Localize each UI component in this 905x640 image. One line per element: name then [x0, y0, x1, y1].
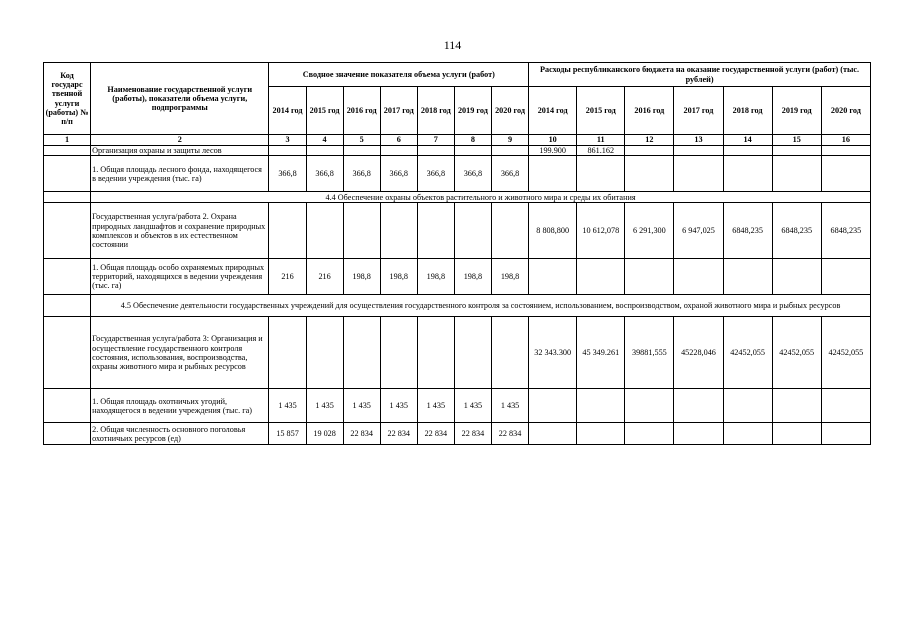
header-year: 2017 год — [380, 87, 417, 135]
budget-cell — [529, 156, 577, 192]
budget-cell: 6848,235 — [772, 203, 821, 259]
budget-cell — [772, 146, 821, 156]
budget-cell: 45228,046 — [674, 317, 723, 389]
header-budget-year: 2016 год — [625, 87, 674, 135]
header-budget-year: 2014 год — [529, 87, 577, 135]
volume-cell: 366,8 — [417, 156, 454, 192]
budget-cell — [529, 389, 577, 423]
volume-cell — [306, 146, 343, 156]
volume-cell: 22 834 — [417, 423, 454, 445]
volume-cell: 198,8 — [417, 259, 454, 295]
header-budget-year: 2020 год — [821, 87, 870, 135]
column-number: 16 — [821, 135, 870, 146]
header-budget-year: 2019 год — [772, 87, 821, 135]
volume-cell — [491, 146, 528, 156]
budget-cell — [625, 156, 674, 192]
volume-cell — [454, 146, 491, 156]
header-volume-group: Сводное значение показателя объема услуги (работ) — [269, 63, 529, 87]
header-year: 2014 год — [269, 87, 306, 135]
budget-cell — [723, 156, 772, 192]
budget-cell — [772, 259, 821, 295]
column-number: 7 — [417, 135, 454, 146]
volume-cell: 198,8 — [380, 259, 417, 295]
budget-table — [43, 62, 871, 445]
row-name: Организация охраны и защиты лесов — [91, 146, 269, 156]
budget-cell — [529, 259, 577, 295]
volume-cell: 366,8 — [343, 156, 380, 192]
header-year: 2018 год — [417, 87, 454, 135]
row-name: 1. Общая площадь особо охраняемых природных территорий, находящихся в ведении учреждения (тыс. га) — [91, 259, 269, 295]
table-row — [44, 156, 871, 192]
volume-cell: 1 435 — [343, 389, 380, 423]
budget-cell: 10 612,078 — [577, 203, 625, 259]
table-row — [44, 423, 871, 445]
row-name: Государственная услуга/работа 2. Охрана природных ландшафтов и сохранение природных комплексов и объектов в их естественном состоянии — [91, 203, 269, 259]
header-year: 2020 год — [491, 87, 528, 135]
budget-cell: 45 349.261 — [577, 317, 625, 389]
budget-cell — [577, 259, 625, 295]
budget-cell — [772, 389, 821, 423]
volume-cell — [343, 146, 380, 156]
volume-cell: 198,8 — [454, 259, 491, 295]
budget-cell: 6 291,300 — [625, 203, 674, 259]
volume-cell — [380, 146, 417, 156]
volume-cell: 22 834 — [380, 423, 417, 445]
volume-cell — [491, 317, 528, 389]
volume-cell — [343, 317, 380, 389]
column-number: 12 — [625, 135, 674, 146]
table-row — [44, 259, 871, 295]
volume-cell — [454, 203, 491, 259]
table-row — [44, 389, 871, 423]
section-row — [44, 295, 871, 317]
volume-cell: 1 435 — [380, 389, 417, 423]
volume-cell — [417, 203, 454, 259]
budget-cell — [821, 259, 870, 295]
volume-cell — [454, 317, 491, 389]
budget-cell — [674, 259, 723, 295]
budget-cell — [674, 423, 723, 445]
volume-cell: 366,8 — [306, 156, 343, 192]
budget-cell — [577, 156, 625, 192]
budget-cell: 42452,055 — [772, 317, 821, 389]
budget-cell: 861.162 — [577, 146, 625, 156]
column-number: 5 — [343, 135, 380, 146]
budget-cell — [625, 389, 674, 423]
volume-cell — [417, 317, 454, 389]
volume-cell — [306, 203, 343, 259]
budget-cell — [625, 259, 674, 295]
column-number: 2 — [91, 135, 269, 146]
column-number: 13 — [674, 135, 723, 146]
column-number: 4 — [306, 135, 343, 146]
volume-cell: 1 435 — [306, 389, 343, 423]
budget-cell: 8 808,800 — [529, 203, 577, 259]
section-title: 4.4 Обеспечение охраны объектов растительного и животного мира и среды их обитания — [91, 192, 871, 203]
column-number: 15 — [772, 135, 821, 146]
budget-cell — [772, 156, 821, 192]
budget-cell — [821, 389, 870, 423]
budget-cell — [625, 423, 674, 445]
volume-cell: 366,8 — [380, 156, 417, 192]
header-budget-year: 2018 год — [723, 87, 772, 135]
budget-cell: 42452,055 — [821, 317, 870, 389]
budget-cell — [577, 423, 625, 445]
volume-cell — [491, 203, 528, 259]
column-number: 6 — [380, 135, 417, 146]
volume-cell — [417, 146, 454, 156]
budget-cell — [821, 156, 870, 192]
row-name: Государственная услуга/работа 3: Организация и осуществление государственного контроля состояния, использования, воспроизводства, охраны животного мира и рыбных ресурсов — [91, 317, 269, 389]
budget-cell — [577, 389, 625, 423]
budget-cell — [529, 423, 577, 445]
budget-cell — [625, 146, 674, 156]
volume-cell: 22 834 — [343, 423, 380, 445]
volume-cell: 198,8 — [343, 259, 380, 295]
budget-cell — [674, 156, 723, 192]
row-name: 1. Общая площадь лесного фонда, находящегося в ведении учреждения (тыс. га) — [91, 156, 269, 192]
volume-cell: 198,8 — [491, 259, 528, 295]
volume-cell: 366,8 — [454, 156, 491, 192]
header-year: 2015 год — [306, 87, 343, 135]
table-row — [44, 146, 871, 156]
volume-cell — [306, 317, 343, 389]
budget-cell: 6848,235 — [723, 203, 772, 259]
budget-cell: 32 343.300 — [529, 317, 577, 389]
column-number: 8 — [454, 135, 491, 146]
header-year: 2016 год — [343, 87, 380, 135]
section-row — [44, 192, 871, 203]
column-number: 3 — [269, 135, 306, 146]
table-row — [44, 317, 871, 389]
column-number: 9 — [491, 135, 528, 146]
table-row — [44, 203, 871, 259]
header-budget-year: 2017 год — [674, 87, 723, 135]
volume-cell — [269, 203, 306, 259]
volume-cell: 216 — [269, 259, 306, 295]
column-number: 10 — [529, 135, 577, 146]
volume-cell — [269, 317, 306, 389]
budget-cell — [674, 146, 723, 156]
budget-cell — [723, 146, 772, 156]
header-name: Наименование государственной услуги (работы), показатели объема услуги, подпрограммы — [91, 63, 269, 135]
volume-cell: 22 834 — [491, 423, 528, 445]
page-number: 114 — [443, 38, 462, 52]
volume-cell: 1 435 — [454, 389, 491, 423]
column-number: 11 — [577, 135, 625, 146]
budget-cell — [723, 423, 772, 445]
volume-cell: 22 834 — [454, 423, 491, 445]
row-name: 1. Общая площадь охотничьих угодий, находящегося в ведении учреждения (тыс. га) — [91, 389, 269, 423]
volume-cell: 1 435 — [491, 389, 528, 423]
header-budget-group: Расходы республиканского бюджета на оказание государственной услуги (работ) (тыс. рублей) — [529, 63, 871, 87]
volume-cell — [380, 317, 417, 389]
volume-cell: 1 435 — [417, 389, 454, 423]
budget-cell — [674, 389, 723, 423]
volume-cell: 216 — [306, 259, 343, 295]
volume-cell: 1 435 — [269, 389, 306, 423]
budget-cell — [723, 389, 772, 423]
header-year: 2019 год — [454, 87, 491, 135]
budget-cell — [772, 423, 821, 445]
column-number: 14 — [723, 135, 772, 146]
budget-cell: 42452,055 — [723, 317, 772, 389]
volume-cell: 15 857 — [269, 423, 306, 445]
budget-cell — [723, 259, 772, 295]
volume-cell: 366,8 — [269, 156, 306, 192]
volume-cell — [269, 146, 306, 156]
budget-cell — [821, 423, 870, 445]
budget-cell: 199.900 — [529, 146, 577, 156]
budget-cell: 39881,555 — [625, 317, 674, 389]
volume-cell — [343, 203, 380, 259]
budget-cell: 6848,235 — [821, 203, 870, 259]
section-title: 4.5 Обеспечение деятельности государственных учреждений для осуществления государственного контроля за состоянием, использованием, воспроизводством, охраной животного мира и рыбных ресурсов — [91, 295, 871, 317]
volume-cell — [380, 203, 417, 259]
column-number: 1 — [44, 135, 91, 146]
volume-cell: 19 028 — [306, 423, 343, 445]
volume-cell: 366,8 — [491, 156, 528, 192]
budget-cell — [821, 146, 870, 156]
budget-cell: 6 947,025 — [674, 203, 723, 259]
row-name: 2. Общая численность основного поголовья охотничьих ресурсов (ед) — [91, 423, 269, 445]
header-budget-year: 2015 год — [577, 87, 625, 135]
header-code: Код государс твенной услуги (работы) № п/п — [44, 63, 91, 135]
